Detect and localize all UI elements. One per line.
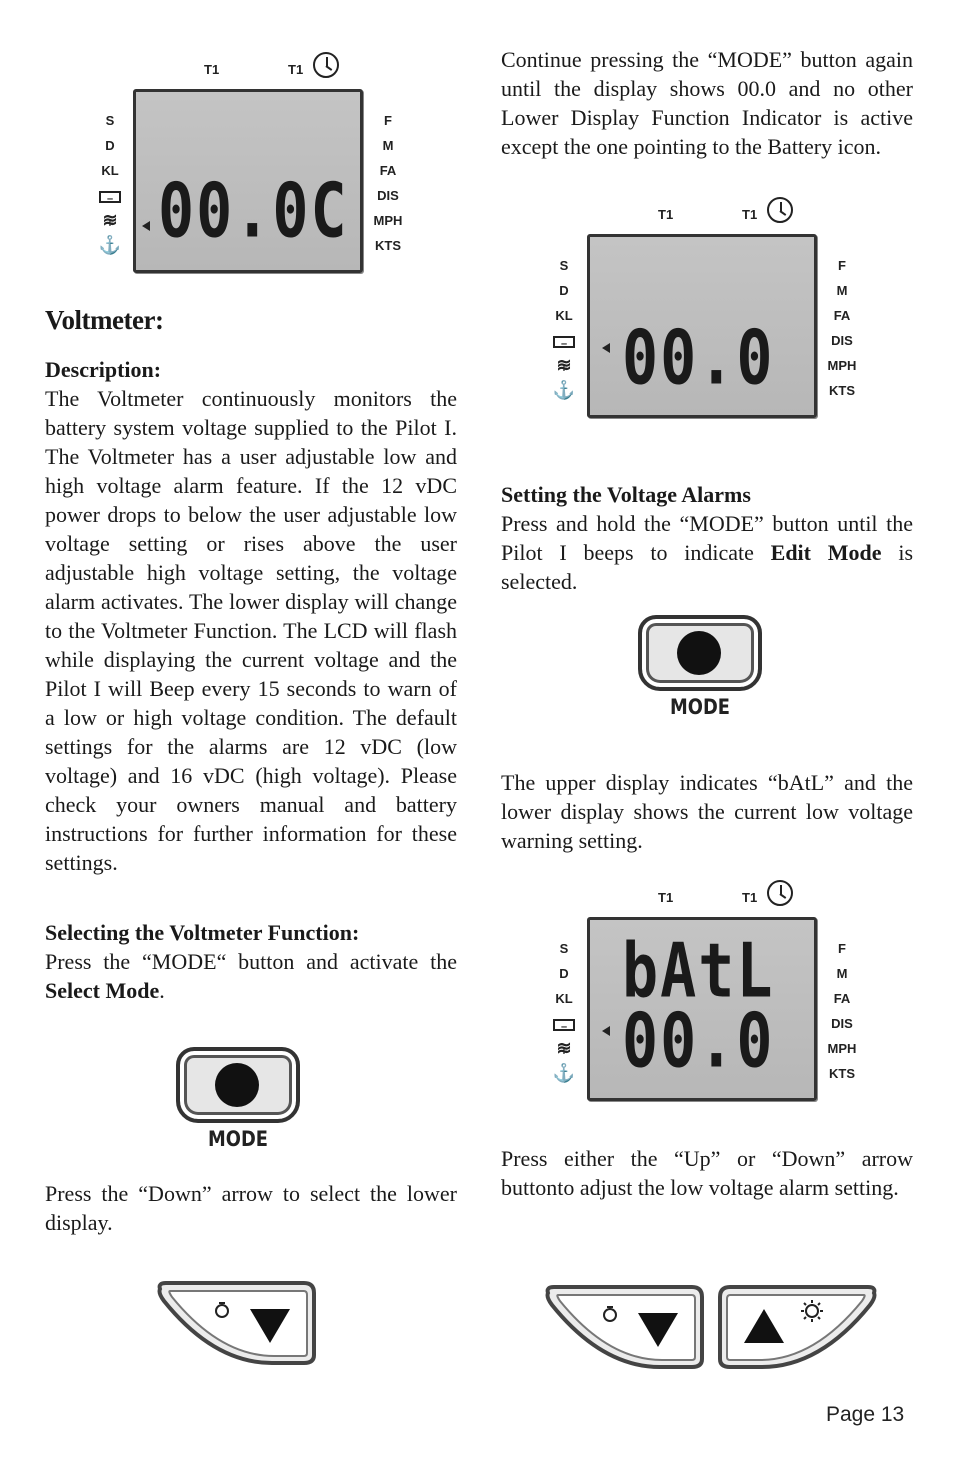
lcd-display-figure-2	[500, 197, 857, 427]
wind-icon: ≋	[102, 210, 118, 230]
mode-button-dot-icon	[215, 1063, 259, 1107]
t1-timer-label: T1	[288, 62, 304, 77]
indicator-fa: FA	[833, 308, 851, 323]
battery-icon	[553, 1019, 575, 1031]
mode-button[interactable]	[638, 615, 762, 719]
t1-label: T1	[658, 890, 674, 905]
upper-display-paragraph: The upper display indicates “bAtL” and the lower display shows the current low voltage warning setting.	[501, 770, 913, 853]
selecting-heading: Selecting the Voltmeter Function:	[45, 920, 360, 945]
lcd-screen	[133, 89, 363, 273]
lcd-screen	[587, 234, 817, 418]
battery-icon	[553, 336, 575, 348]
page-number: Page 13	[826, 1403, 905, 1426]
alarms-paragraph: Press and hold the “MODE” button until the Pilot I beeps to indicate Edit Mode is selected.	[501, 511, 913, 594]
battery-pointer-icon	[602, 343, 610, 353]
indicator-kts: KTS	[375, 238, 401, 253]
indicator-d: D	[559, 283, 569, 298]
description-heading: Description:	[45, 357, 162, 382]
wind-icon: ≋	[556, 355, 572, 375]
lcd-display-figure-1	[46, 52, 403, 282]
anchor-icon: ⚓	[98, 235, 122, 255]
indicator-f: F	[384, 113, 392, 128]
indicator-fa: FA	[833, 991, 851, 1006]
lcd-left-indicators	[94, 108, 126, 258]
indicator-f: F	[838, 258, 846, 273]
indicator-kts: KTS	[829, 1066, 855, 1081]
indicator-dis: DIS	[377, 188, 399, 203]
alarms-block	[501, 480, 913, 596]
upper-display-text: bAtL	[622, 927, 775, 1016]
anchor-icon: ⚓	[552, 380, 576, 400]
indicator-m: M	[836, 283, 848, 298]
down-arrow-button[interactable]	[154, 1279, 318, 1367]
clock-icon	[767, 880, 793, 906]
indicator-kts: KTS	[829, 383, 855, 398]
description-paragraph: The Voltmeter continuously monitors the battery system voltage supplied to the Pilot I. The Voltmeter has a user adjustable low and high voltage alarm feature. If the 12 vDC power drops to below the user adjustable low voltage setting or rises above the user adjustable high voltage setting, the voltage alarm activates. The lower display will change to the Voltmeter Function. The LCD will flash while displaying the current voltage and the Pilot I will Beep every 15 seconds to warn of a low or high voltage condition. The default settings for the alarms are 12 vDC (low voltage) and 16 vDC (high voltage). Please check your owners manual and battery instructions for further information for these settings.	[45, 386, 457, 875]
t1-timer-label: T1	[742, 207, 758, 222]
battery-pointer-icon	[142, 221, 150, 231]
t1-label: T1	[204, 62, 220, 77]
continue-paragraph: Continue pressing the “MODE” button again until the display shows 00.0 and no other Lower Display Function Indicator is active except the one pointing to the Battery icon.	[501, 47, 913, 159]
t1-timer-label: T1	[742, 890, 758, 905]
clock-icon	[767, 197, 793, 223]
lower-display-digits: 00.0	[622, 997, 775, 1086]
indicator-f: F	[838, 941, 846, 956]
wind-icon: ≋	[556, 1038, 572, 1058]
down-arrow-button[interactable]	[542, 1283, 706, 1371]
mode-button[interactable]	[176, 1047, 300, 1151]
adjust-paragraph: Press either the “Up” or “Down” arrow buttonto adjust the low voltage alarm setting.	[501, 1146, 913, 1200]
indicator-mph: MPH	[373, 213, 403, 228]
indicator-s: S	[105, 113, 115, 128]
indicator-m: M	[382, 138, 394, 153]
edit-mode-emphasis: Edit Mode	[770, 540, 882, 565]
battery-pointer-icon	[602, 1026, 610, 1036]
indicator-mph: MPH	[827, 1041, 857, 1056]
battery-icon	[99, 191, 121, 203]
indicator-d: D	[559, 966, 569, 981]
press-down-paragraph: Press the “Down” arrow to select the lower display.	[45, 1181, 457, 1235]
lcd-left-indicators	[548, 936, 580, 1086]
indicator-s: S	[559, 258, 569, 273]
indicator-dis: DIS	[831, 333, 853, 348]
lcd-screen	[587, 917, 817, 1101]
alarms-heading: Setting the Voltage Alarms	[501, 482, 751, 507]
indicator-s: S	[559, 941, 569, 956]
lcd-right-indicators	[822, 936, 862, 1086]
lower-display-digits: 00.0C	[158, 167, 349, 256]
lcd-left-indicators	[548, 253, 580, 403]
indicator-m: M	[836, 966, 848, 981]
mode-button-label: MODE	[670, 695, 730, 719]
clock-icon	[313, 52, 339, 78]
anchor-icon: ⚓	[552, 1063, 576, 1083]
description-block	[45, 355, 457, 877]
indicator-fa: FA	[379, 163, 397, 178]
indicator-dis: DIS	[831, 1016, 853, 1031]
mode-button-label: MODE	[208, 1127, 268, 1151]
selecting-paragraph: Press the “MODE“ button and activate the Select Mode.	[45, 949, 457, 1003]
indicator-kl: KL	[555, 308, 573, 323]
indicator-d: D	[105, 138, 115, 153]
indicator-kl: KL	[101, 163, 119, 178]
lcd-right-indicators	[822, 253, 862, 403]
selecting-block	[45, 918, 457, 1005]
t1-label: T1	[658, 207, 674, 222]
select-mode-emphasis: Select Mode	[45, 978, 160, 1003]
section-heading-voltmeter: Voltmeter:	[45, 305, 164, 335]
up-arrow-button[interactable]	[716, 1283, 880, 1371]
lower-display-digits: 00.0	[622, 314, 775, 403]
lcd-display-figure-3	[500, 880, 857, 1110]
lcd-right-indicators	[368, 108, 408, 258]
indicator-kl: KL	[555, 991, 573, 1006]
mode-button-dot-icon	[677, 631, 721, 675]
indicator-mph: MPH	[827, 358, 857, 373]
